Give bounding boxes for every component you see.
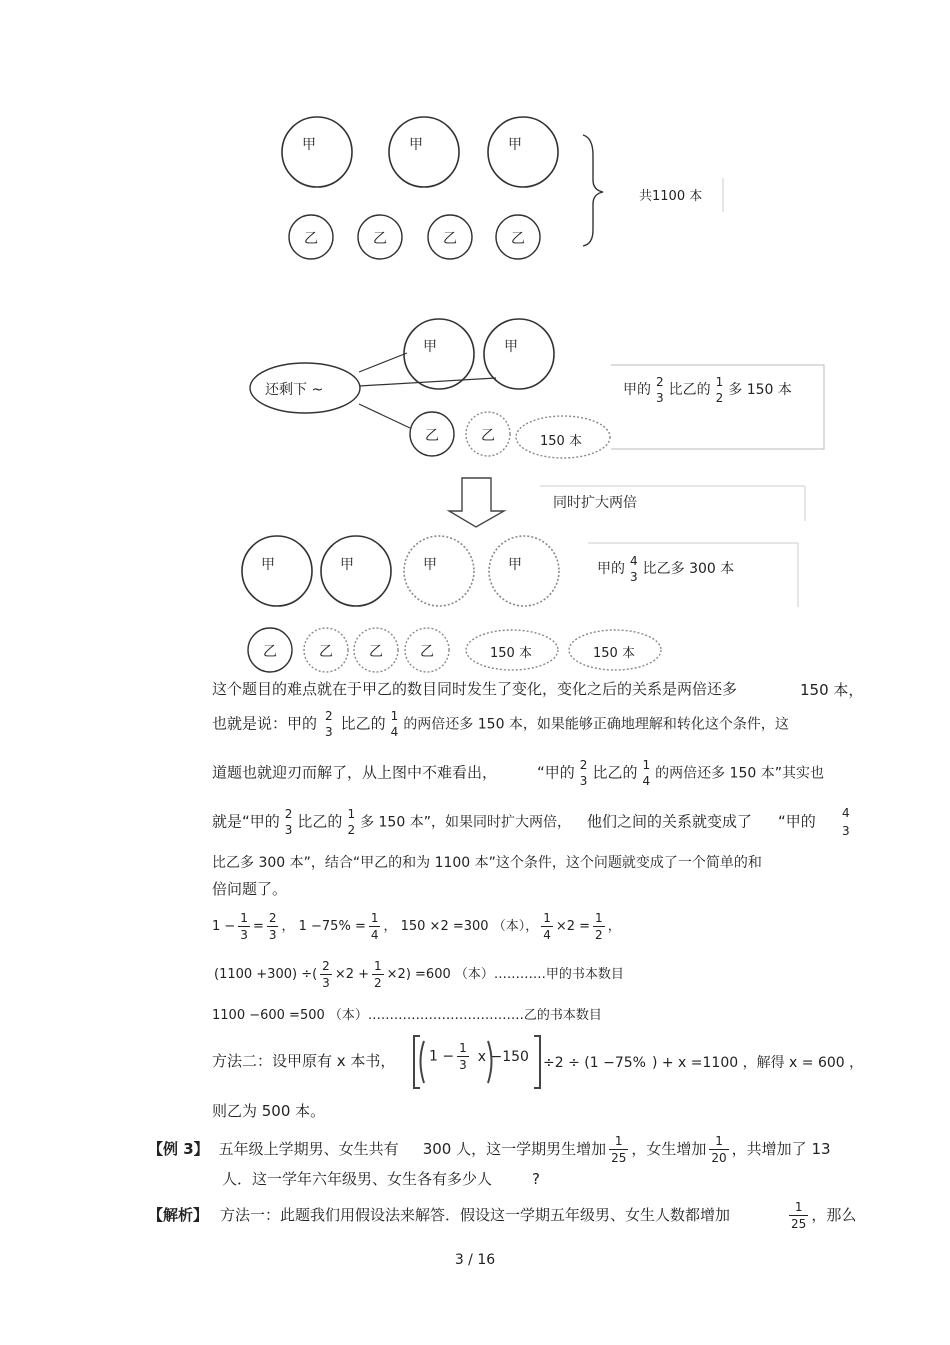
- analysis-tag: 【解析】: [148, 1206, 209, 1224]
- jia-circle-dotted: [404, 536, 474, 606]
- frac-den: 4: [390, 725, 399, 739]
- remain-label: 还剩下 ~: [265, 382, 324, 398]
- method-two-expr-tail: [543, 1052, 863, 1072]
- yi-label: 乙: [420, 644, 434, 660]
- box1-text: [623, 374, 792, 406]
- frac-den: 2: [715, 391, 724, 405]
- text: “甲的: [537, 763, 575, 782]
- paragraph-line: [212, 757, 824, 789]
- text: 比乙的: [592, 763, 638, 782]
- frac-num: 2: [284, 807, 293, 821]
- box2-post: 比乙多 300 本: [642, 561, 735, 577]
- frac-num: 2: [268, 911, 277, 925]
- frac-num: 1: [642, 758, 651, 772]
- frac-den: 3: [630, 570, 638, 584]
- frac-num: 2: [656, 375, 664, 389]
- box1-post: 多 150 本: [728, 382, 792, 398]
- text: ，: [607, 919, 621, 934]
- text: 他们之间的关系就变成了: [586, 812, 752, 831]
- jia-circle: [242, 536, 312, 606]
- frac-den: 3: [284, 823, 293, 837]
- example-tag: 【例 3】: [148, 1140, 209, 1158]
- text: 就是“甲的: [212, 812, 280, 831]
- frac-num: 1: [347, 807, 356, 821]
- paragraph-line: [212, 678, 737, 699]
- text: 比乙的: [297, 812, 343, 831]
- frac-num: 1: [543, 911, 551, 925]
- box1-mid: 比乙的: [668, 382, 711, 398]
- text: 则乙为 500 本。: [212, 1102, 326, 1120]
- text: ， 150 ×2 =300 （本），: [383, 919, 539, 934]
- yi-label: 乙: [373, 231, 387, 247]
- text: 1 −: [429, 1048, 455, 1065]
- connector-line: [359, 404, 410, 428]
- analysis: [148, 1199, 856, 1232]
- expand-label: 同时扩大两倍: [553, 495, 637, 511]
- text: ×2) =600 （本）…………甲的书本数目: [386, 967, 624, 982]
- jia-label: 甲: [423, 557, 437, 573]
- text: ，解得 x = 600 ，: [742, 1055, 864, 1071]
- text: =: [252, 919, 264, 934]
- yi-label: 乙: [304, 231, 318, 247]
- frac-num: 1: [614, 1134, 623, 1148]
- text: 的两倍还多 150 本，如果能够正确地理解和转化这个条件，这: [403, 716, 789, 733]
- frac-den: 2: [347, 823, 356, 837]
- text: ，共增加了 13: [731, 1140, 831, 1158]
- text: 比乙的: [340, 714, 386, 733]
- yi-label: 乙: [511, 231, 525, 247]
- yi-label: 乙: [481, 428, 495, 444]
- text: ，那么: [811, 1206, 857, 1224]
- paragraph-line: [212, 878, 287, 899]
- yi-label: 乙: [319, 644, 333, 660]
- jia-circle: [488, 117, 558, 187]
- frac-den: 4: [642, 774, 651, 788]
- text: (1100 +300) ÷(: [214, 967, 318, 982]
- text: 五年级上学期男、女生共有: [218, 1140, 399, 1158]
- text: 人．这一学年六年级男、女生各有多少人: [222, 1170, 493, 1188]
- text: 1100 −600 =500 （本）………………………………乙的书本数目: [212, 1008, 602, 1023]
- frac-num: 4: [630, 554, 638, 568]
- frac-den: 4: [543, 928, 551, 942]
- text: 道题也就迎刃而解了，从上图中不难看出，: [212, 763, 498, 782]
- frac-den: 3: [579, 774, 588, 788]
- page-number: 3 / 16: [454, 1252, 496, 1268]
- frac-den: 20: [711, 1151, 727, 1165]
- example-3: [148, 1133, 831, 1166]
- paragraph-line: [212, 1100, 325, 1121]
- b150-label: 150 本: [540, 434, 582, 449]
- text: 这个题目的难点就在于甲乙的数目同时发生了变化，变化之后的关系是两倍还多: [212, 680, 738, 698]
- box2-pre: 甲的: [597, 561, 625, 577]
- equation-line: [212, 1004, 602, 1023]
- frac-num: 4: [842, 806, 850, 820]
- frac-num: 1: [715, 1134, 723, 1148]
- frac-den: 3: [322, 976, 330, 990]
- text: 方法一：此题我们用假设法来解答．假设这一学期五年级男、女生人数都增加: [220, 1206, 731, 1224]
- frac-num: 2: [322, 959, 330, 973]
- jia-label: 甲: [261, 557, 275, 573]
- total-label: 共1100 本: [639, 189, 703, 204]
- box2-text: [597, 553, 734, 585]
- jia-circle-dotted: [489, 536, 559, 606]
- yi-label: 乙: [263, 644, 277, 660]
- frac-num: 1: [370, 911, 379, 925]
- frac-num: 2: [579, 758, 588, 772]
- b150-label: 150 本: [593, 646, 635, 661]
- jia-label: 甲: [302, 137, 316, 153]
- text: ): [651, 1055, 658, 1071]
- text: “甲的: [777, 812, 816, 831]
- text: 300 人，这一学期男生增加: [422, 1140, 607, 1158]
- jia-circle: [389, 117, 459, 187]
- text: (1 −75%: [584, 1055, 646, 1071]
- top-yi-row: [289, 215, 540, 259]
- paragraph-line: [212, 852, 762, 872]
- text: 多 150 本”，如果同时扩大两倍，: [360, 814, 571, 831]
- equation-line: [214, 958, 624, 991]
- paragraph-line: [800, 679, 863, 700]
- method-two-label: [212, 1050, 395, 1071]
- frac-num: 1: [374, 959, 382, 973]
- frac-num: 1: [459, 1041, 467, 1055]
- frac-den: 4: [370, 928, 379, 942]
- down-arrow: [449, 478, 504, 527]
- yi-label: 乙: [443, 231, 457, 247]
- text: 倍问题了。: [212, 880, 288, 898]
- jia-circle: [484, 319, 554, 389]
- jia-label: 甲: [340, 557, 354, 573]
- text: 1 −: [212, 919, 236, 934]
- frac-den: 3: [268, 928, 277, 942]
- frac-den: 3: [325, 725, 333, 739]
- frac-num: 1: [794, 1200, 803, 1214]
- frac-num: 2: [325, 709, 333, 723]
- connector-line: [359, 378, 496, 386]
- method-two-expr: [429, 1040, 529, 1073]
- paragraph-line: [212, 806, 816, 838]
- b150-label: 150 本: [490, 646, 532, 661]
- yi-label: 乙: [425, 428, 439, 444]
- text: ×2 +: [334, 967, 370, 982]
- jia-circle: [321, 536, 391, 606]
- example-3-line2: [222, 1168, 540, 1189]
- frac-den: 3: [656, 391, 664, 405]
- jia-label: 甲: [409, 137, 423, 153]
- jia-label: 甲: [508, 137, 522, 153]
- text: ×2 =: [555, 919, 591, 934]
- paragraph-line: [212, 708, 789, 740]
- text: + x =1100: [661, 1055, 739, 1071]
- text: ，女生增加: [631, 1140, 707, 1158]
- text: x −150: [477, 1048, 529, 1065]
- yi-label: 乙: [369, 644, 383, 660]
- frac-den: 25: [791, 1217, 807, 1231]
- text: 比乙多 300 本”，结合“甲乙的和为 1100 本”这个条件，这个问题就变成了一个简单的和: [212, 855, 762, 871]
- jia-label: 甲: [508, 557, 522, 573]
- jia-label: 甲: [504, 339, 518, 355]
- connector-line: [359, 353, 407, 372]
- frac-num: 1: [715, 375, 724, 389]
- equation-line: [212, 910, 621, 943]
- jia-label: 甲: [423, 339, 437, 355]
- frac-den: 3: [240, 928, 248, 942]
- text: ?: [532, 1170, 540, 1188]
- jia-circle: [282, 117, 352, 187]
- jia-circle: [404, 319, 474, 389]
- text: 的两倍还多 150 本”其实也: [655, 765, 824, 782]
- frac-den: 3: [842, 824, 850, 838]
- frac-den: 2: [595, 928, 603, 942]
- fraction-4-3: [842, 804, 850, 840]
- text: 150 本，: [800, 681, 864, 699]
- frac-num: 1: [390, 709, 399, 723]
- text: 也就是说：甲的: [212, 714, 318, 733]
- text: 方法二：设甲原有 x 本书，: [212, 1052, 396, 1070]
- curly-brace: [583, 135, 603, 246]
- box1-pre: 甲的: [623, 382, 651, 398]
- frac-num: 1: [240, 911, 248, 925]
- frac-den: 25: [611, 1151, 627, 1165]
- frac-num: 1: [595, 911, 603, 925]
- frac-den: 3: [459, 1058, 467, 1072]
- frac-den: 2: [374, 976, 382, 990]
- text: ， 1 −75% =: [281, 919, 366, 934]
- text: ÷2 ÷: [543, 1055, 580, 1071]
